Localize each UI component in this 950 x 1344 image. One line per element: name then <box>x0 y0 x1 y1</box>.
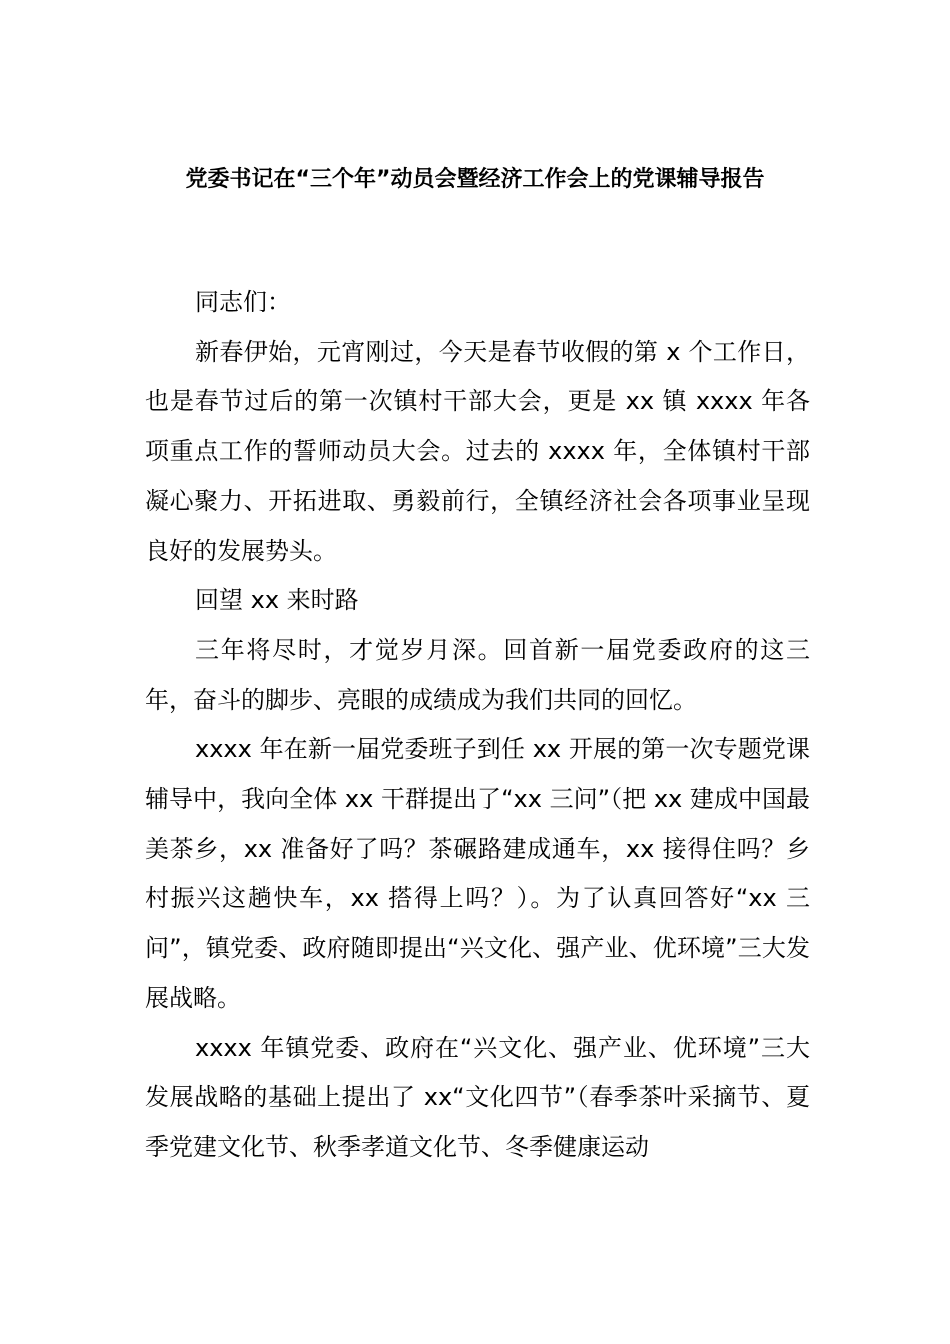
paragraph-three-questions: xxxx 年在新一届党委班子到任 xx 开展的第一次专题党课辅导中，我向全体 xx 干群提出了“xx 三问”（把 xx 建成中国最美茶乡，xx 准备好了吗？茶碾路建成通车，xx 接得住吗？乡村振兴这趟快车，xx 搭得上吗？）。为了认真回答好“xx 三问”，镇党委、政府随即提出“兴文化、强产业、优环境”三大发展战略。 <box>145 735 810 1012</box>
section-heading: 回望 xx 来时路 <box>195 586 359 615</box>
salutation: 同志们： <box>195 288 291 316</box>
document-body <box>145 278 810 1173</box>
paragraph-four-festivals: xxxx 年镇党委、政府在“兴文化、强产业、优环境”三大发展战略的基础上提出了 xx“文化四节”（春季茶叶采摘节、夏季党建文化节、秋季孝道文化节、冬季健康运动 <box>145 1033 810 1161</box>
paragraph-review: 三年将尽时，才觉岁月深。回首新一届党委政府的这三年，奋斗的脚步、亮眼的成绩成为我们共同的回忆。 <box>145 635 810 714</box>
document-title: 党委书记在“三个年”动员会暨经济工作会上的党课辅导报告 <box>185 167 765 192</box>
paragraph-opening: 新春伊始，元宵刚过，今天是春节收假的第 x 个工作日，也是春节过后的第一次镇村干部大会，更是 xx 镇 xxxx 年各项重点工作的誓师动员大会。过去的 xxxx 年，全体镇村干部凝心聚力、开拓进取、勇毅前行，全镇经济社会各项事业呈现良好的发展势头。 <box>145 337 810 565</box>
